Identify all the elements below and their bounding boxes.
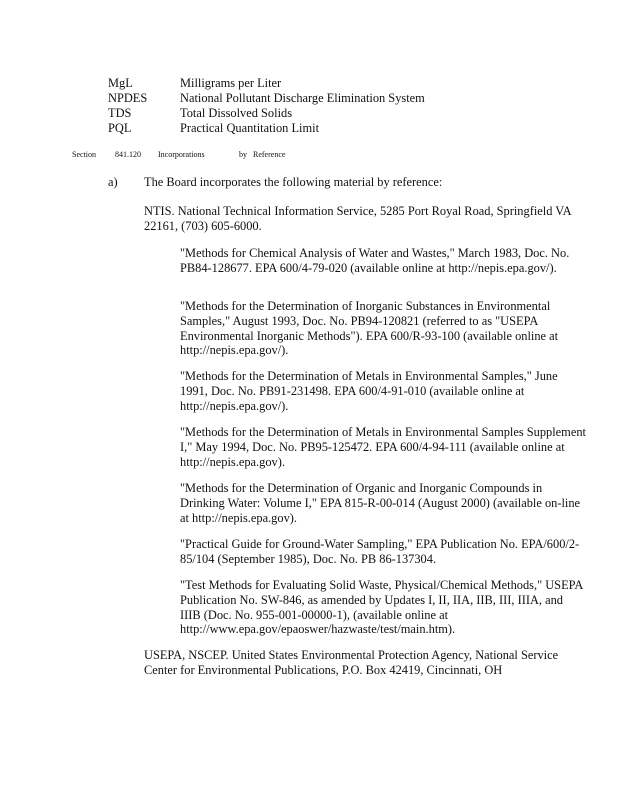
- section-title-part: Incorporations: [158, 150, 205, 159]
- publication-entry: "Methods for the Determination of Metals in Environmental Samples," June 1991, Doc. No. PB91-231498. EPA 600/4-91-010 (available online at http://nepis.epa.gov/).: [180, 369, 558, 413]
- section-title-part: Reference: [253, 150, 286, 159]
- publication-entry: "Methods for the Determination of Inorganic Substances in Environmental Samples," August 1993, Doc. No. PB94-120821 (referred to as "USEPA Environmental Inorganic Methods"). EPA 600/R-93-100 (available online at http://nepis.epa.gov/).: [180, 299, 559, 358]
- publication-entry: "Methods for the Determination of Metals in Environmental Samples Supplement I," May 1994, Doc. No. PB95-125472. EPA 600/4-94-111 (available online at http://nepis.epa.gov).: [180, 425, 586, 469]
- abbreviation-row: [108, 91, 425, 106]
- abbreviation-term: PQL: [108, 121, 132, 135]
- publication-entry: "Methods for Chemical Analysis of Water and Wastes," March 1983, Doc. No. PB84-128677. EPA 600/4-79-020 (available online at http://nepis.epa.gov/).: [180, 246, 570, 275]
- abbreviation-term: TDS: [108, 106, 132, 120]
- section-label: Section: [72, 150, 96, 159]
- publication-entry: "Methods for the Determination of Organic and Inorganic Compounds in Drinking Water: Volume I," EPA 815-R-00-014 (August 2000) (available on-line at http://nepis.epa.gov).: [180, 481, 581, 525]
- abbreviation-definition: Total Dissolved Solids: [180, 106, 293, 120]
- publication-entry: "Test Methods for Evaluating Solid Waste, Physical/Chemical Methods," USEPA Publication No. SW-846, as amended by Updates I, II, IIA, IIB, III, IIIA, and IIIB (Doc. No. 955-001-00000-1), (available online at http://www.epa.gov/epaoswer/hazwaste/test/main.htm).: [180, 578, 583, 637]
- source-entry-ntis: NTIS. National Technical Information Service, 5285 Port Royal Road, Springfield VA 22161, (703) 605-6000.: [144, 204, 571, 233]
- source-entry-nscep: USEPA, NSCEP. United States Environmental Protection Agency, National Service Center for Environmental Publications, P.O. Box 42419, Cincinnati, OH: [144, 648, 559, 677]
- abbreviation-row: [108, 121, 425, 136]
- subsection-text: The Board incorporates the following material by reference:: [144, 175, 443, 189]
- abbreviation-row: [108, 106, 425, 121]
- abbreviation-term: MgL: [108, 76, 133, 90]
- section-number: 841.120: [115, 150, 141, 159]
- abbreviation-definition: National Pollutant Discharge Elimination System: [180, 91, 425, 105]
- publication-entry: "Practical Guide for Ground-Water Sampling," EPA Publication No. EPA/600/2-85/104 (September 1985), Doc. No. PB 86-137304.: [180, 537, 580, 566]
- section-title-part: by: [239, 150, 247, 159]
- subsection-marker: a): [108, 175, 118, 189]
- abbreviation-table: [108, 76, 425, 136]
- abbreviation-definition: Practical Quantitation Limit: [180, 121, 320, 135]
- abbreviation-definition: Milligrams per Liter: [180, 76, 282, 90]
- abbreviation-term: NPDES: [108, 91, 148, 105]
- abbreviation-row: [108, 76, 425, 91]
